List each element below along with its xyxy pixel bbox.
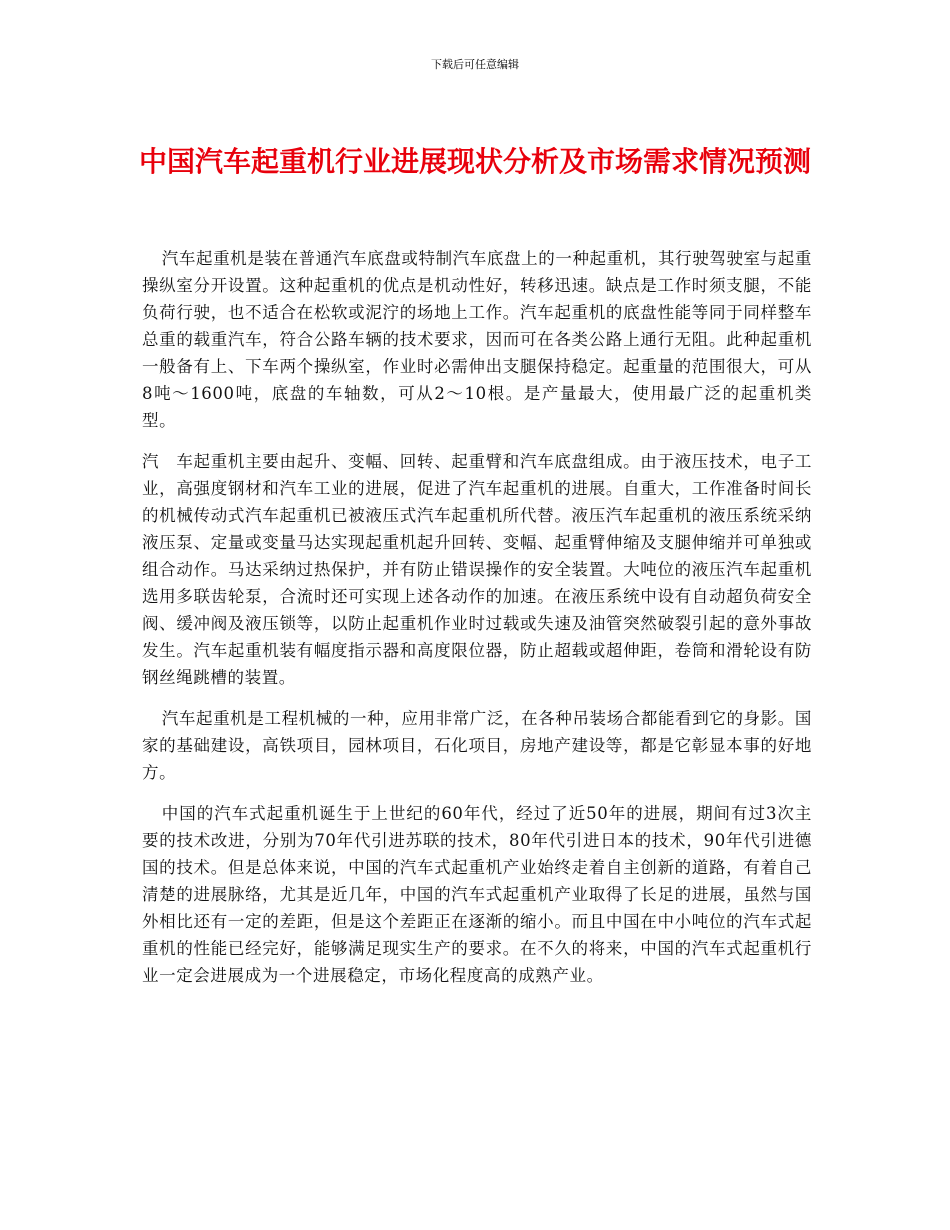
- paragraph-intro: 汽车起重机是装在普通汽车底盘或特制汽车底盘上的一种起重机，其行驶驾驶室与起重操纵室分开设置。这种起重机的优点是机动性好，转移迅速。缺点是工作时须支腿，不能负荷行驶，也不适合在松软或泥泞的场地上工作。汽车起重机的底盘性能等同于同样整车总重的载重汽车，符合公路车辆的技术要求，因而可在各类公路上通行无阻。此种起重机一般备有上、下车两个操纵室，作业时必需伸出支腿保持稳定。起重量的范围很大，可从8吨～1600吨，底盘的车轴数，可从2～10根。是产量最大，使用最广泛的起重机类型。: [142, 249, 812, 430]
- paragraph-structure: 汽 车起重机主要由起升、变幅、回转、起重臂和汽车底盘组成。由于液压技术，电子工业，高强度钢材和汽车工业的进展，促进了汽车起重机的进展。自重大，工作准备时间长的机械传动式汽车起重机已被液压式汽车起重机所代替。液压汽车起重机的液压系统采纳液压泵、定量或变量马达实现起重机起升回转、变幅、起重臂伸缩及支腿伸缩并可单独或组合动作。马达采纳过热保护，并有防止错误操作的安全装置。大吨位的液压汽车起重机选用多联齿轮泵，合流时还可实现上述各动作的加速。在液压系统中设有自动超负荷安全阀、缓冲阀及液压锁等，以防止起重机作业时过载或失速及油管突然破裂引起的意外事故发生。汽车起重机装有幅度指示器和高度限位器，防止超载或超伸距，卷筒和滑轮设有防钢丝绳跳槽的装置。: [142, 452, 812, 687]
- document-title: 中国汽车起重机行业进展现状分析及市场需求情况预测: [138, 145, 811, 178]
- page-header-note: 下载后可任意编辑: [431, 58, 519, 71]
- paragraph-history: 中国的汽车式起重机诞生于上世纪的60年代，经过了近50年的进展，期间有过3次主要的技术改进，分别为70年代引进苏联的技术，80年代引进日本的技术，90年代引进德国的技术。但是总体来说，中国的汽车式起重机产业始终走着自主创新的道路，有着自己清楚的进展脉络，尤其是近几年，中国的汽车式起重机产业取得了长足的进展，虽然与国外相比还有一定的差距，但是这个差距正在逐渐的缩小。而且中国在中小吨位的汽车式起重机的性能已经完好，能够满足现实生产的要求。在不久的将来，中国的汽车式起重机行业一定会进展成为一个进展稳定，市场化程度高的成熟产业。: [142, 804, 812, 985]
- document-body: [142, 245, 812, 1003]
- paragraph-applications: 汽车起重机是工程机械的一种，应用非常广泛，在各种吊装场合都能看到它的身影。国家的基础建设，高铁项目，园林项目，石化项目，房地产建设等，都是它彰显本事的好地方。: [142, 709, 812, 782]
